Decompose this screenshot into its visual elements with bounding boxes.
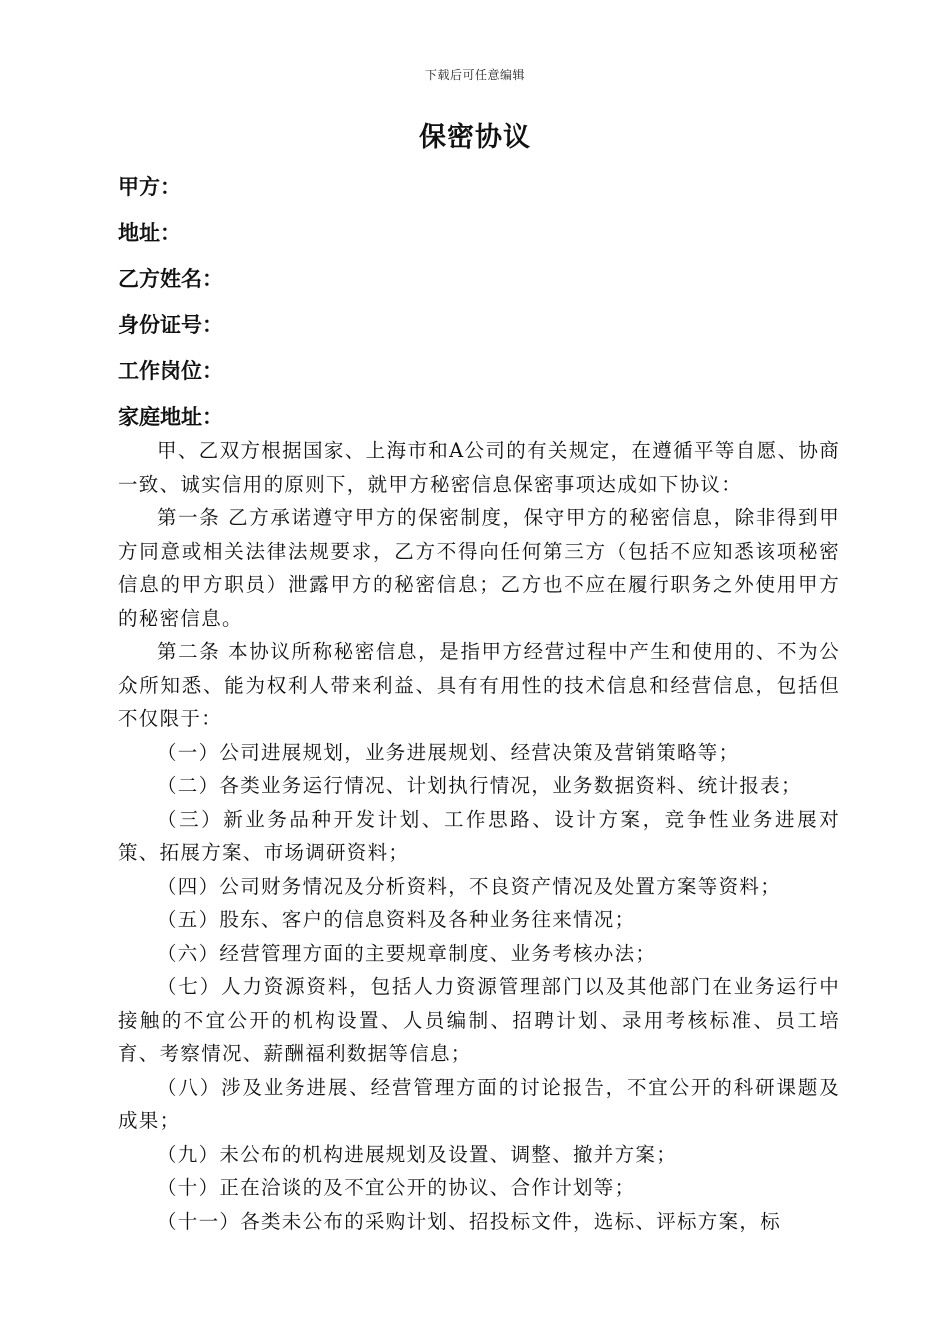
list-item-11: （十一）各类未公布的采购计划、招投标文件，选标、评标方案，标 — [157, 1209, 782, 1233]
list-item-5: （五）股东、客户的信息资料及各种业务往来情况； — [157, 908, 636, 931]
party-info-fields — [118, 172, 838, 448]
list-item-1: （一）公司进展规划，业务进展规划、经营决策及营销策略等； — [157, 740, 740, 764]
list-item-8: （八）涉及业务进展、经营管理方面的讨论报告，不宜公开的科研课题及成果； — [118, 1075, 840, 1132]
list-item-4: （四）公司财务情况及分析资料，不良资产情况及处置方案等资料； — [157, 874, 782, 898]
agreement-body — [118, 434, 840, 1238]
preamble-paragraph: 甲、乙双方根据国家、上海市和A公司的有关规定，在遵循平等自愿、协商一致、诚实信用的原则下，就甲方秘密信息保密事项达成如下协议： — [118, 439, 840, 496]
list-item-7: （七）人力资源资料，包括人力资源管理部门以及其他部门在业务运行中接触的不宜公开的机构设置、人员编制、招聘计划、录用考核标准、员工培育、考察情况、薪酬福利数据等信息； — [118, 975, 840, 1065]
list-item-6: （六）经营管理方面的主要规章制度、业务考核办法； — [157, 941, 657, 965]
address-label: 地址： — [118, 221, 181, 245]
party-b-name-label: 乙方姓名： — [118, 267, 223, 291]
home-address-label: 家庭地址： — [118, 405, 223, 429]
article-2-paragraph: 第二条 本协议所称秘密信息，是指甲方经营过程中产生和使用的、不为公众所知悉、能为权利人带来利益、具有有用性的技术信息和经营信息，包括但不仅限于： — [118, 640, 840, 730]
list-item-3: （三）新业务品种开发计划、工作思路、设计方案，竞争性业务进展对策、拓展方案、市场调研资料； — [118, 807, 840, 864]
document-title: 保密协议 — [419, 122, 531, 153]
job-position-label: 工作岗位： — [118, 359, 223, 383]
list-item-2: （二）各类业务运行情况、计划执行情况，业务数据资料、统计报表； — [157, 774, 802, 797]
header-note: 下载后可任意编辑 — [424, 68, 525, 82]
article-1-paragraph: 第一条 乙方承诺遵守甲方的保密制度，保守甲方的秘密信息，除非得到甲方同意或相关法律法规要求，乙方不得向任何第三方（包括不应知悉该项秘密信息的甲方职员）泄露甲方的秘密信息；乙方也不应在履行职务之外使用甲方的秘密信息。 — [118, 506, 840, 630]
list-item-9: （九）未公布的机构进展规划及设置、调整、撤并方案； — [157, 1142, 678, 1166]
list-item-10: （十）正在洽谈的及不宜公开的协议、合作计划等； — [157, 1176, 636, 1199]
id-number-label: 身份证号： — [118, 313, 223, 337]
party-a-label: 甲方： — [118, 175, 181, 199]
